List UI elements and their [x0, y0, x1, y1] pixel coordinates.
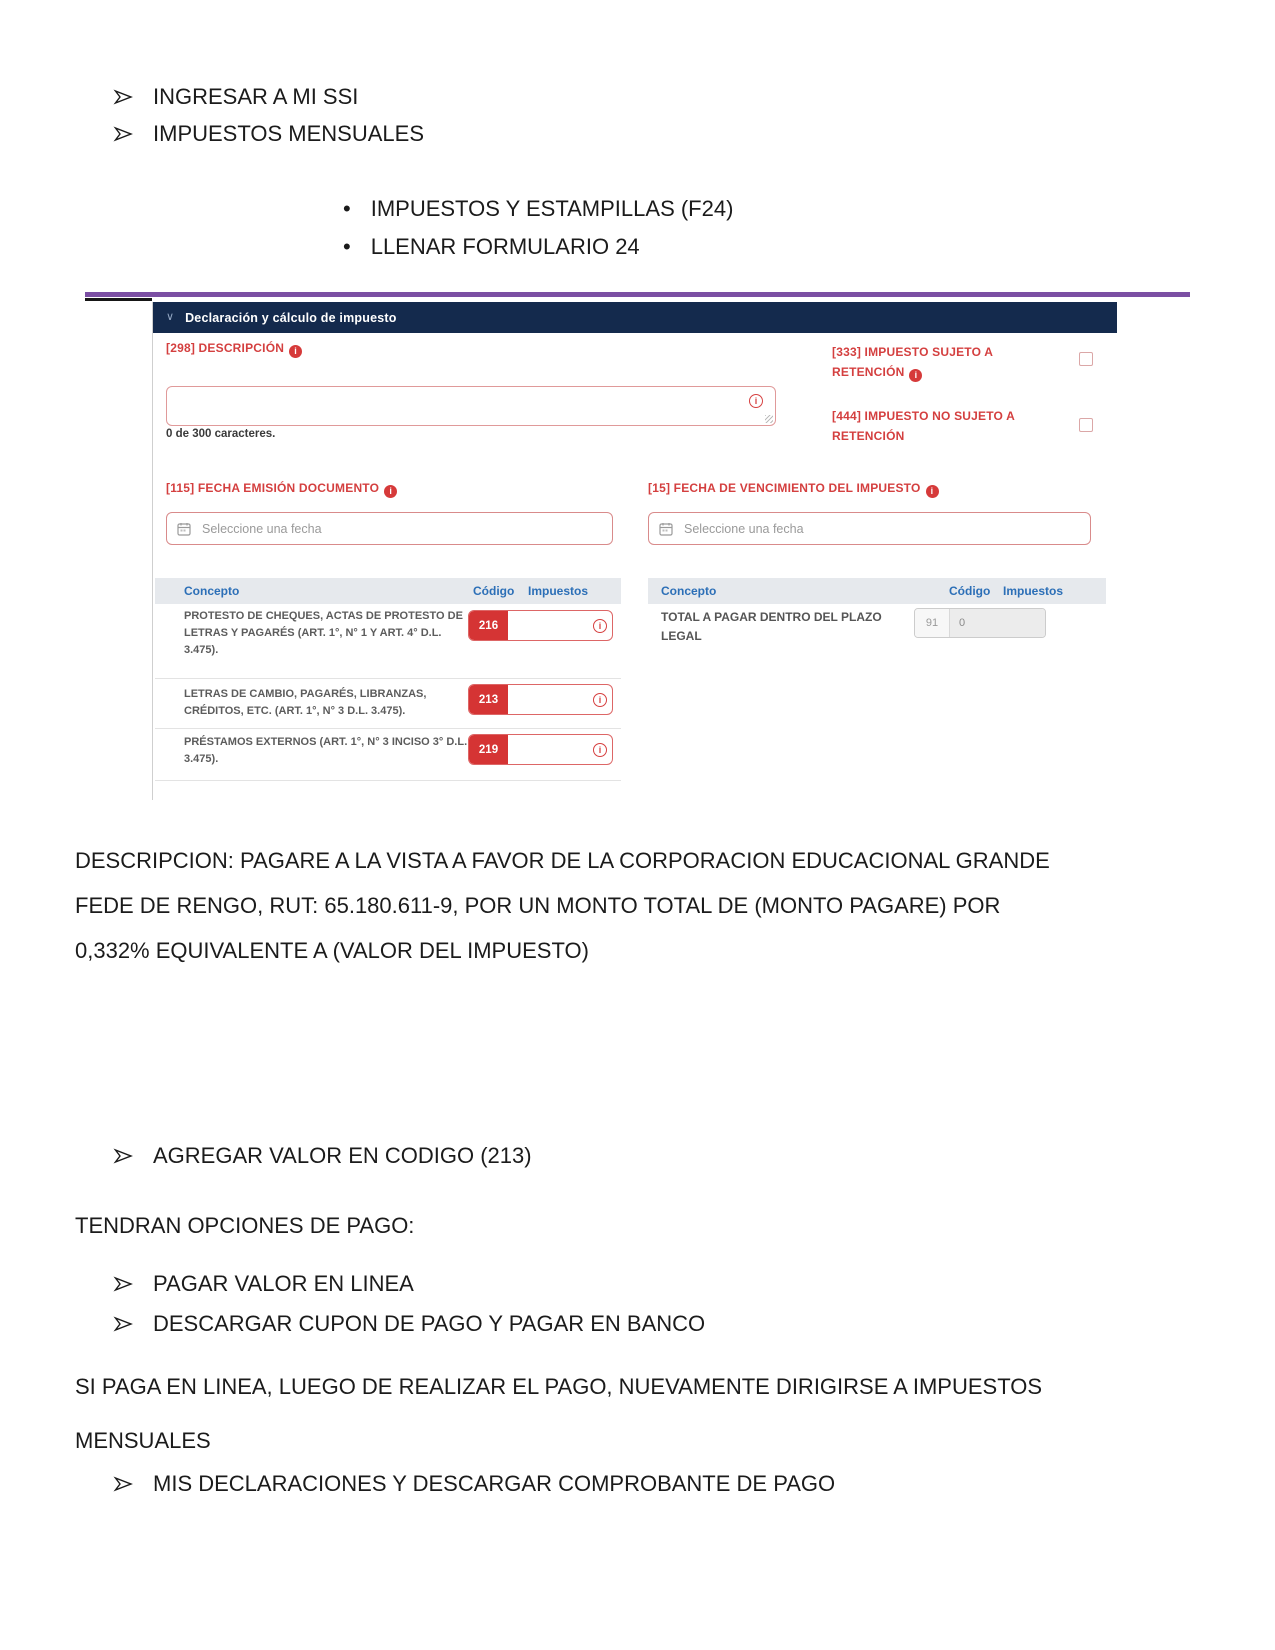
section-header-declaracion[interactable]: [153, 302, 1117, 333]
col-impuestos: Impuestos: [1003, 584, 1064, 598]
paragraph-line: FEDE DE RENGO, RUT: 65.180.611-9, POR UN MONTO TOTAL DE (MONTO PAGARE) POR: [75, 893, 1001, 918]
bullet-label: INGRESAR A MI SSI: [153, 84, 359, 109]
descripcion-textarea[interactable]: [166, 386, 776, 426]
codigo-219-group: [468, 734, 613, 765]
fecha-emision-input[interactable]: [166, 512, 613, 545]
bullet-label: IMPUESTOS MENSUALES: [153, 121, 424, 146]
bullet-label: PAGAR VALOR EN LINEA: [153, 1271, 414, 1296]
row-divider: [155, 780, 621, 781]
chevron-down-icon[interactable]: ∨: [166, 311, 175, 323]
codigo-213-group: [468, 684, 613, 715]
bullet-label: LLENAR FORMULARIO 24: [370, 234, 640, 259]
codigo-216-group: [468, 610, 613, 641]
bullet-descargar-cupon: [113, 1311, 705, 1337]
row-divider: [155, 678, 621, 679]
arrow-bullet-icon: [113, 1316, 133, 1332]
arrow-bullet-icon: [113, 126, 133, 142]
codigo-91-badge: 91: [915, 609, 950, 637]
bullet-label: MIS DECLARACIONES Y DESCARGAR COMPROBANTE DE PAGO: [153, 1471, 836, 1496]
bullet-impuestos-estampillas: [343, 196, 733, 222]
impuesto-sujeto-label: [333] IMPUESTO SUJETO A RETENCIÓN i: [832, 345, 993, 380]
paragraph-line: 0,332% EQUIVALENTE A (VALOR DEL IMPUESTO): [75, 938, 589, 963]
info-icon[interactable]: i: [384, 485, 397, 498]
arrow-bullet-icon: [113, 1276, 133, 1292]
codigo-badge: 213: [469, 685, 508, 714]
table-row-concepto: PROTESTO DE CHEQUES, ACTAS DE PROTESTO DE LETRAS Y PAGARÉS (ART. 1°, N° 1 Y ART. 4° D.L. 3.475).: [184, 610, 463, 656]
col-codigo: Código: [949, 584, 991, 598]
dot-bullet-icon: •: [343, 196, 351, 221]
descripcion-paragraph: [75, 838, 1050, 973]
fecha-vencimiento-label: [15] FECHA DE VENCIMIENTO DEL IMPUESTO i: [648, 478, 939, 498]
info-icon[interactable]: i: [926, 485, 939, 498]
paragraph-line: MENSUALES: [75, 1428, 211, 1453]
purple-divider: [85, 292, 1190, 297]
total-group: [914, 608, 1046, 638]
left-table-header: [155, 578, 621, 604]
bullet-label: DESCARGAR CUPON DE PAGO Y PAGAR EN BANCO: [153, 1311, 706, 1336]
bullet-llenar-formulario: [343, 234, 640, 260]
info-icon[interactable]: i: [593, 743, 607, 757]
bullet-agregar-valor: [113, 1143, 532, 1169]
col-concepto: Concepto: [184, 584, 240, 598]
arrow-bullet-icon: [113, 1148, 133, 1164]
paragraph-line: SI PAGA EN LINEA, LUEGO DE REALIZAR EL PAGO, NUEVAMENTE DIRIGIRSE A IMPUESTOS: [75, 1374, 1043, 1399]
calendar-icon: [659, 522, 673, 536]
col-impuestos: Impuestos: [528, 584, 589, 598]
impuesto-value-box: [508, 685, 612, 714]
impuesto-value-box: [508, 735, 612, 764]
row-divider: [155, 728, 621, 729]
form-screenshot: [152, 302, 1117, 800]
bullet-label: IMPUESTOS Y ESTAMPILLAS (F24): [370, 196, 734, 221]
bullet-mis-declaraciones: [113, 1471, 835, 1497]
paragraph-line: DESCRIPCION: PAGARE A LA VISTA A FAVOR DE LA CORPORACION EDUCACIONAL GRANDE: [75, 848, 1050, 873]
col-codigo: Código: [473, 584, 515, 598]
info-icon[interactable]: i: [749, 394, 763, 408]
info-icon[interactable]: i: [593, 619, 607, 633]
bullet-label: AGREGAR VALOR EN CODIGO (213): [153, 1143, 532, 1168]
screenshot-top-edge: [85, 298, 152, 301]
table-row-concepto: LETRAS DE CAMBIO, PAGARÉS, LIBRANZAS, CRÉDITOS, ETC. (ART. 1°, N° 3 D.L. 3.475).: [184, 688, 427, 717]
total-value: 0: [950, 609, 1045, 637]
impuesto-no-sujeto-checkbox[interactable]: [1079, 418, 1093, 432]
impuesto-no-sujeto-label: [444] IMPUESTO NO SUJETO A RETENCIÓN: [832, 409, 1015, 443]
col-concepto: Concepto: [661, 584, 717, 598]
textarea-resize-handle[interactable]: [765, 415, 773, 423]
heading-opciones-pago: TENDRAN OPCIONES DE PAGO:: [75, 1213, 415, 1238]
pago-linea-paragraph: [75, 1360, 1042, 1468]
fecha-emision-label: [115] FECHA EMISIÓN DOCUMENTO i: [166, 478, 397, 498]
codigo-badge: 219: [469, 735, 508, 764]
table-row-concepto: PRÉSTAMOS EXTERNOS (ART. 1°, N° 3 INCISO 3° D.L. 3.475).: [184, 736, 468, 765]
bullet-impuestos-mensuales: [113, 121, 424, 147]
bullet-pagar-en-linea: [113, 1271, 414, 1297]
info-icon[interactable]: i: [909, 369, 922, 382]
arrow-bullet-icon: [113, 89, 133, 105]
info-icon[interactable]: i: [593, 693, 607, 707]
char-counter: 0 de 300 caracteres.: [166, 428, 276, 440]
dot-bullet-icon: •: [343, 234, 351, 259]
fecha-emision-field[interactable]: [200, 521, 602, 537]
bullet-ingresar-mi-ssi: [113, 84, 358, 110]
impuesto-value-box: [508, 611, 612, 640]
descripcion-label: [298] DESCRIPCIÓN i: [166, 338, 302, 358]
section-title: Declaración y cálculo de impuesto: [185, 310, 397, 325]
info-icon[interactable]: i: [289, 345, 302, 358]
arrow-bullet-icon: [113, 1476, 133, 1492]
right-table-header: [648, 578, 1106, 604]
fecha-vencimiento-field[interactable]: [682, 521, 1080, 537]
codigo-badge: 216: [469, 611, 508, 640]
fecha-vencimiento-input[interactable]: [648, 512, 1091, 545]
impuesto-sujeto-checkbox[interactable]: [1079, 352, 1093, 366]
total-row-concepto: TOTAL A PAGAR DENTRO DEL PLAZO LEGAL: [661, 610, 882, 643]
calendar-icon: [177, 522, 191, 536]
